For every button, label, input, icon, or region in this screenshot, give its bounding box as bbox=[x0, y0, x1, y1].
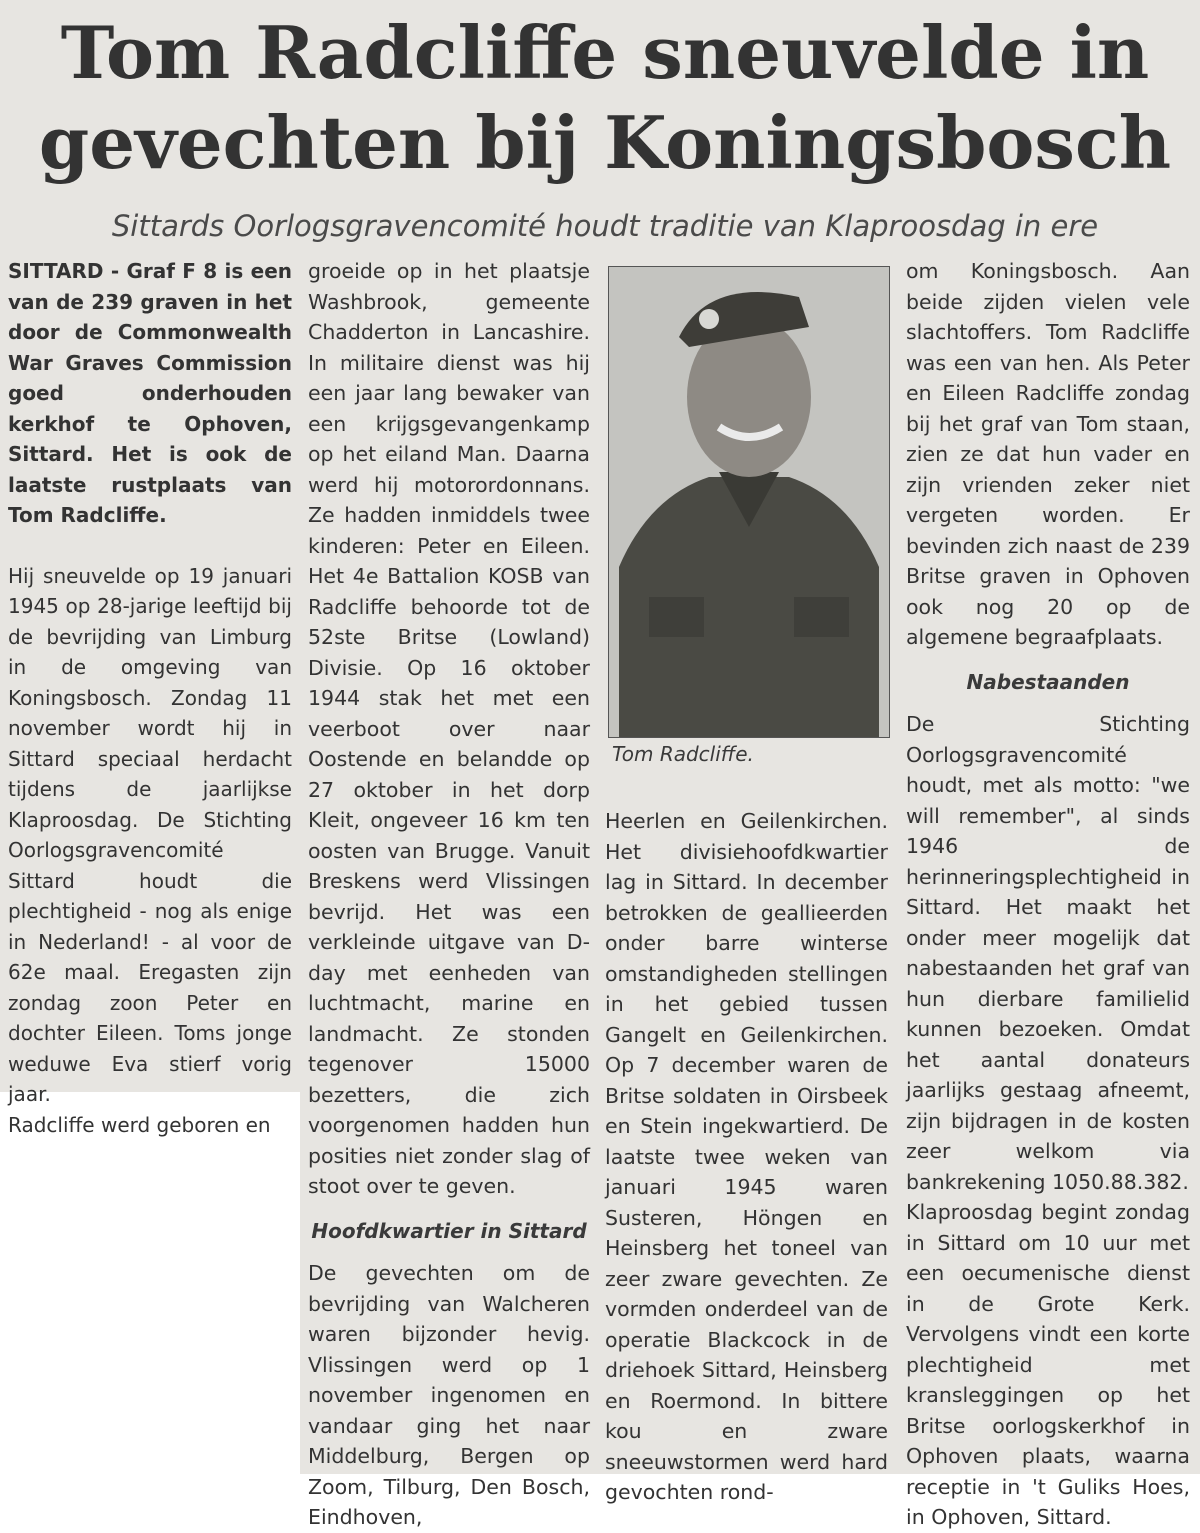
paragraph: Heerlen en Geilenkirchen. Het divisiehoofdkwartier lag in Sittard. In december betrokken de geallieerden onder barre winterse omstandigheden stellingen in het gebied tussen Gangelt en Geilenkirchen. Op 7 december waren de Britse soldaten in Oirsbeek en Stein ingekwartierd. De laatste twee weken van januari 1945 waren Susteren, Höngen en Heinsberg het toneel van zeer zware gevechten. Ze vormden onderdeel van de operatie Blackcock in de driehoek Sittard, Heinsberg en Roermond. In bittere kou en zware sneeuwstormen werd hard gevochten rond- bbox=[605, 809, 888, 1504]
headline-line-2: gevechten bij Koningsbosch bbox=[38, 100, 1172, 185]
paragraph: om Koningsbosch. Aan beide zijden vielen vele slachtoffers. Tom Radcliffe was een van hen. Als Peter en Eileen Radcliffe zondag bij het graf van Tom staan, zien ze dat hun vader en zijn vrienden zeker niet vergeten worden. Er bevinden zich naast de 239 Britse graven in Ophoven ook nog 20 op de algemene begraafplaats. bbox=[906, 259, 1190, 649]
subheadline: Sittards Oorlogsgravencomité houdt traditie van Klaproosdag in ere bbox=[111, 209, 1099, 243]
headline bbox=[20, 8, 1190, 188]
paragraph: Klaproosdag begint zondag in Sittard om 10 uur met een oecumenische dienst in de Grote Kerk. Vervolgens vindt een korte plechtigheid met kransleggingen op het Britse oorlogskerkhof in Ophoven plaats, waarna receptie in 't Guliks Hoes, in Ophoven, Sittard. bbox=[906, 1200, 1190, 1529]
paragraph: De gevechten om de bevrijding van Walcheren waren bijzonder hevig. Vlissingen werd op 1 november ingenomen en vandaar ging het naar Middelburg, Bergen op Zoom, Tilburg, Den Bosch, Eindhoven, bbox=[308, 1261, 590, 1529]
column-2 bbox=[308, 256, 590, 1533]
paragraph: groeide op in het plaatsje Washbrook, gemeente Chadderton in Lancashire. In militaire dienst was hij een jaar lang bewaker van een krijgsgevangenkamp op het eiland Man. Daarna werd hij motorordonnans. Ze hadden inmiddels twee kinderen: Peter en Eileen. Het 4e Battalion KOSB van Radcliffe behoorde tot de 52ste Britse (Lowland) Divisie. Op 16 oktober 1944 stak het met een veerboot over naar Oostende en belandde op 27 oktober in het dorp Kleit, ongeveer 16 km ten oosten van Brugge. Vanuit Breskens werd Vlissingen bevrijd. Het was een verkleinde uitgave van D-day met eenheden van luchtmacht, marine en landmacht. Ze stonden tegenover 15000 bezetters, die zich voorgenomen hadden hun posities niet zonder slag of stoot over te geven. bbox=[308, 259, 590, 1198]
section-subheading: Nabestaanden bbox=[966, 669, 1130, 694]
soldier-portrait-image bbox=[609, 267, 889, 737]
photo-caption: Tom Radcliffe. bbox=[612, 742, 754, 766]
paragraph: De Stichting Oorlogsgravencomité houdt, met als motto: "we will remember", al sinds 1946 de herinneringsplechtigheid in Sittard. Het maakt het onder meer mogelijk dat nabestaanden het graf van hun dierbare familielid kunnen bezoeken. Omdat het aantal donateurs jaarlijks gestaag afneemt, zijn bijdragen in de kosten zeer welkom via bankrekening 1050.88.382. bbox=[906, 712, 1190, 1194]
column-1 bbox=[8, 256, 292, 1140]
column-3 bbox=[605, 806, 888, 1508]
lead-paragraph: SITTARD - Graf F 8 is een van de 239 graven in het door de Commonwealth War Graves Commission goed onderhouden kerkhof te Ophoven, Sittard. Het is ook de laatste rustplaats van Tom Radcliffe. bbox=[8, 259, 292, 527]
portrait-photo bbox=[608, 266, 890, 738]
paragraph: Hij sneuvelde op 19 januari 1945 op 28-jarige leeftijd bij de bevrijding van Limburg in de omgeving van Koningsbosch. Zondag 11 november wordt hij in Sittard speciaal herdacht tijdens de jaarlijkse Klaproosdag. De Stichting Oorlogsgravencomité Sittard houdt die plechtigheid - nog als enige in Nederland! - al voor de 62e maal. Eregasten zijn zondag zoon Peter en dochter Eileen. Toms jonge weduwe Eva stierf vorig jaar. bbox=[8, 563, 292, 1106]
blank-margin bbox=[0, 1092, 300, 1474]
headline-line-1: Tom Radcliffe sneuvelde in bbox=[60, 10, 1150, 95]
section-subheading: Hoofdkwartier in Sittard bbox=[311, 1218, 587, 1243]
column-4 bbox=[906, 256, 1190, 1533]
paragraph: Radcliffe werd geboren en bbox=[8, 1112, 271, 1137]
